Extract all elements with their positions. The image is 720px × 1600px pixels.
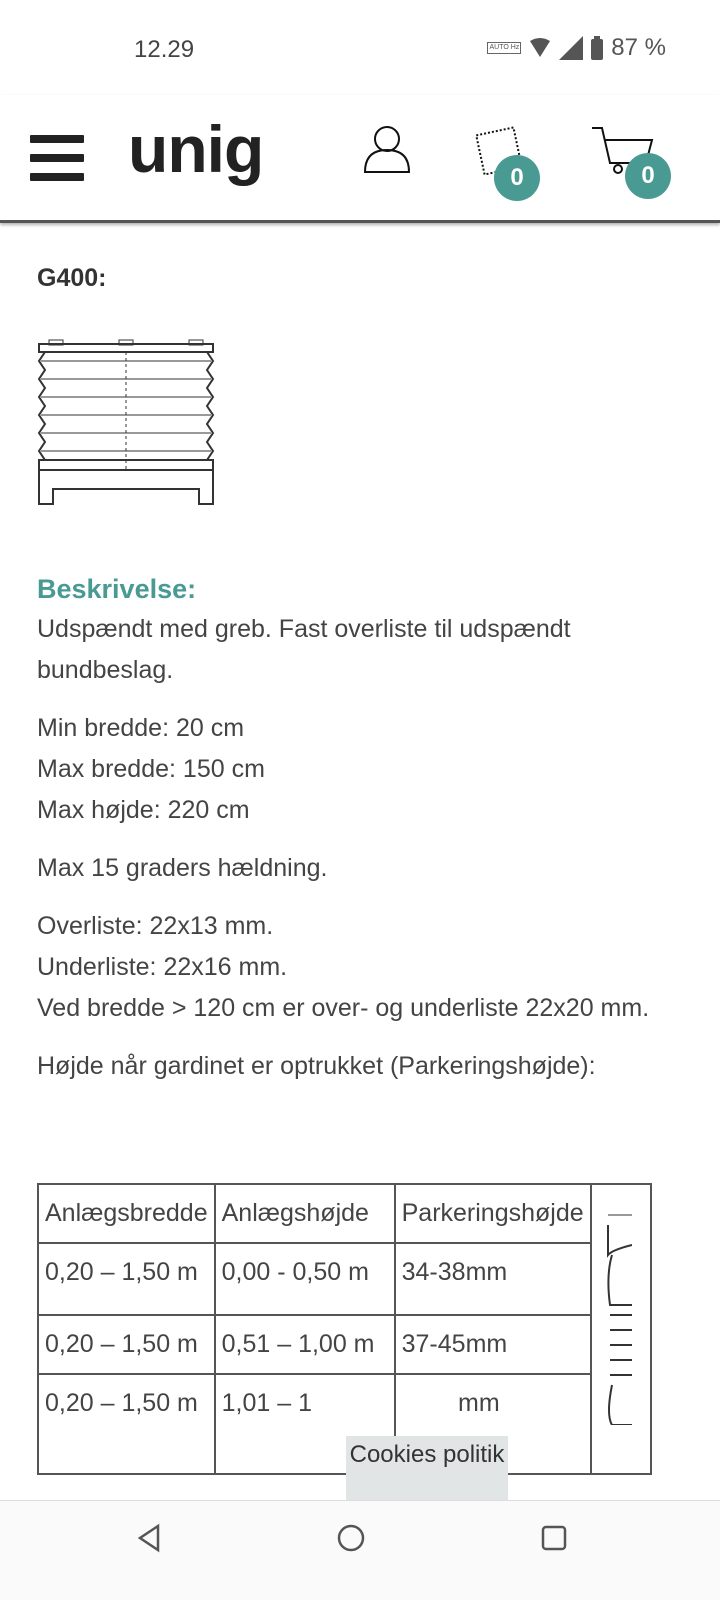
table-row xyxy=(38,1374,651,1474)
product-description xyxy=(37,258,677,1104)
table-cell: 0,51 – 1,00 m xyxy=(215,1315,395,1374)
android-nav-bar xyxy=(0,1500,720,1600)
description-heading: Beskrivelse: xyxy=(37,574,197,604)
parking-height-table-wrap[interactable] xyxy=(0,1150,670,1500)
auto-hz-icon: AUTO Hz xyxy=(487,42,521,54)
table-cell: 0,00 - 0,50 m xyxy=(215,1243,395,1315)
cookie-policy-button[interactable]: Cookies politik xyxy=(346,1436,508,1500)
max-width: Max bredde: 150 cm xyxy=(37,755,265,783)
site-header xyxy=(0,95,720,223)
status-bar xyxy=(0,0,720,95)
table-header-row xyxy=(38,1184,651,1243)
table-cell: 0,20 – 1,50 m xyxy=(38,1243,215,1315)
signal-icon xyxy=(559,36,583,60)
wishlist-count-badge: 0 xyxy=(494,155,540,201)
table-row xyxy=(38,1243,651,1315)
table-cell: 37-45mm xyxy=(395,1315,591,1374)
clock: 12.29 xyxy=(134,36,195,63)
user-icon[interactable] xyxy=(362,124,412,174)
max-height: Max højde: 220 cm xyxy=(37,796,250,824)
min-width: Min bredde: 20 cm xyxy=(37,714,245,742)
back-icon[interactable] xyxy=(136,1523,162,1553)
header-cell: Anlægshøjde xyxy=(215,1184,395,1243)
recents-icon[interactable] xyxy=(540,1523,568,1553)
product-code: G400: xyxy=(37,264,107,292)
max-slope: Max 15 graders hældning. xyxy=(37,854,328,882)
top-rail: Overliste: 22x13 mm. xyxy=(37,912,274,940)
header-cell: Parkeringshøjde xyxy=(395,1184,591,1243)
pleated-blind-diagram xyxy=(37,339,217,509)
wide-rail-note: Ved bredde > 120 cm er over- og underliste 22x20 mm. xyxy=(37,994,650,1022)
table-cell: 0,20 – 1,50 m xyxy=(38,1374,215,1474)
battery-level: 87 % xyxy=(611,34,666,61)
table-cell: 34-38mm xyxy=(395,1243,591,1315)
cart-count-badge: 0 xyxy=(625,153,671,199)
menu-button[interactable] xyxy=(30,135,84,181)
table-cell: 1,01 – 1 xyxy=(215,1374,395,1474)
parking-height-intro: Højde når gardinet er optrukket (Parkeringshøjde): xyxy=(37,1052,596,1080)
header-cell: Anlægsbredde xyxy=(38,1184,215,1243)
wifi-icon xyxy=(529,37,551,59)
description-text: Udspændt med greb. Fast overliste til udspændt bundbeslag. xyxy=(37,615,571,684)
battery-icon xyxy=(591,36,603,60)
home-icon[interactable] xyxy=(336,1523,366,1553)
table-cell: 0,20 – 1,50 m xyxy=(38,1315,215,1374)
table-row xyxy=(38,1315,651,1374)
parking-height-table xyxy=(37,1183,652,1475)
bottom-rail: Underliste: 22x16 mm. xyxy=(37,953,288,981)
rail-profile-diagram xyxy=(592,1185,632,1425)
logo[interactable]: unig xyxy=(128,112,264,186)
table-cell: mm xyxy=(395,1374,591,1474)
profile-diagram-cell xyxy=(591,1184,651,1474)
